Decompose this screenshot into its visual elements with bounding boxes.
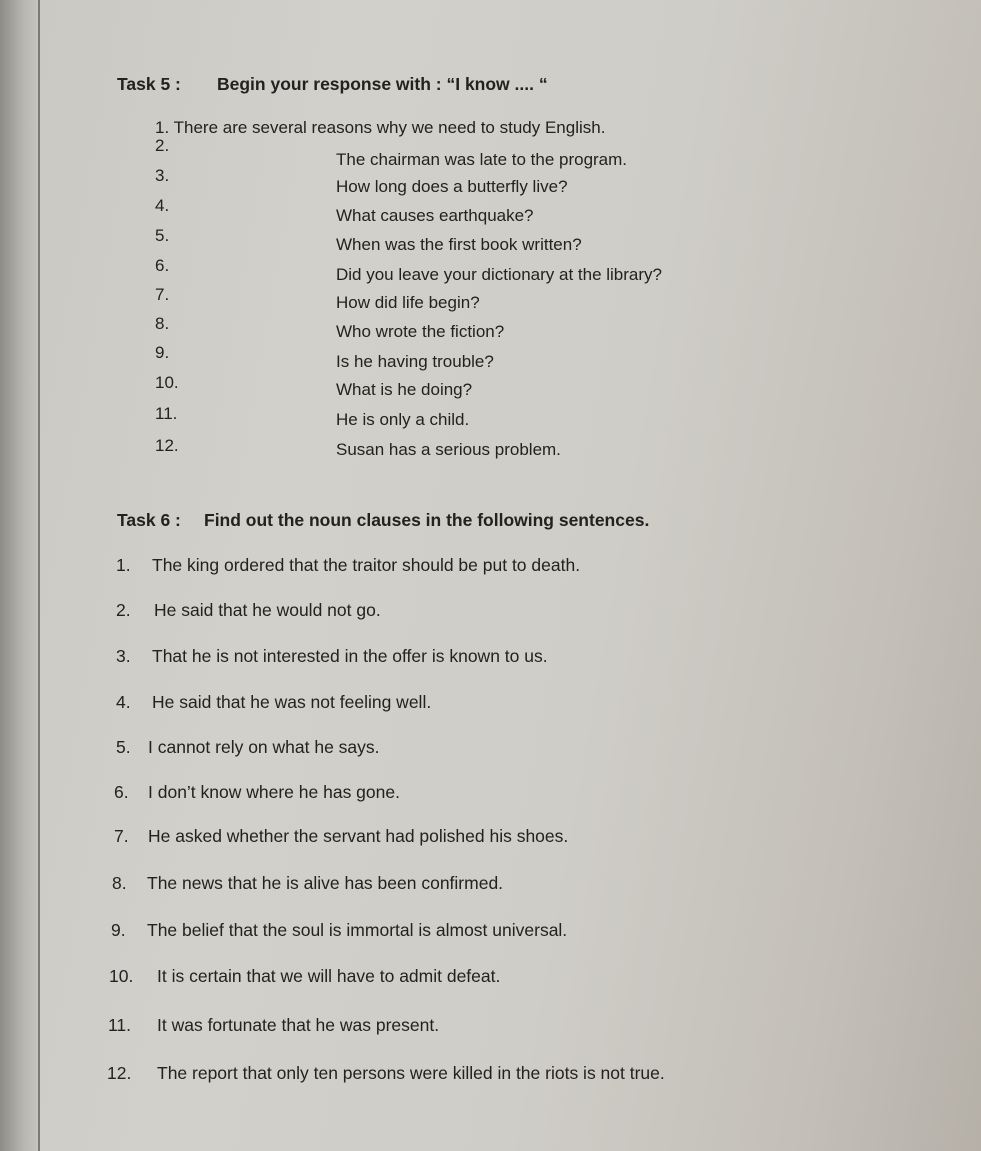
item-number: 12.	[107, 1063, 132, 1083]
task6-label: Task 6 :	[117, 510, 181, 530]
task5-item-2	[155, 136, 169, 156]
task6-item-8	[112, 873, 503, 894]
item-number: 2.	[155, 136, 170, 155]
task5-item-4: 4.	[155, 196, 170, 215]
item-text: He asked whether the servant had polished his shoes.	[148, 826, 569, 846]
task5-item-10: 10.	[155, 373, 179, 392]
task5-item-3: 3.	[155, 166, 170, 185]
task6-item-11	[108, 1015, 439, 1036]
task5-instruction: Begin your response with : “I know .... “	[217, 74, 548, 94]
item-text: It was fortunate that he was present.	[157, 1015, 440, 1035]
task5-item-11: 11.	[155, 404, 178, 423]
task5-item-2-text: The chairman was late to the program.	[336, 150, 628, 169]
task6-item-5	[116, 737, 380, 758]
item-text: He said that he would not go.	[154, 600, 381, 620]
task6-item-4	[116, 692, 431, 713]
task5-item-4-text: What causes earthquake?	[336, 206, 534, 225]
item-text: He said that he was not feeling well.	[152, 692, 432, 712]
task5-item-1	[155, 118, 605, 138]
item-number: 1.	[116, 555, 131, 575]
task6-item-1	[116, 555, 580, 576]
item-number: 3.	[116, 646, 131, 666]
item-number: 9.	[111, 920, 126, 940]
task5-item-8-text: Who wrote the fiction?	[336, 322, 505, 341]
task6-heading	[117, 510, 649, 531]
task6-item-3	[116, 646, 548, 667]
item-text: The report that only ten persons were killed in the riots is not true.	[157, 1063, 665, 1083]
item-number: 6.	[114, 782, 129, 802]
task5-item-5: 5.	[155, 226, 170, 245]
task5-item-9-text: Is he having trouble?	[336, 352, 494, 371]
task5-item-6-text: Did you leave your dictionary at the library?	[336, 265, 662, 284]
task6-item-9	[111, 920, 567, 941]
item-number: 5.	[116, 737, 131, 757]
item-number: 4.	[116, 692, 131, 712]
task5-item-8: 8.	[155, 314, 170, 333]
item-text: I don’t know where he has gone.	[148, 782, 400, 802]
task6-item-2	[116, 600, 381, 621]
task5-item-7: 7.	[155, 285, 170, 304]
task5-item-6: 6.	[155, 256, 170, 275]
item-number: 1.	[155, 118, 170, 137]
task5-item-9: 9.	[155, 343, 170, 362]
task5-item-3-text: How long does a butterfly live?	[336, 177, 568, 196]
task5-item-10-text: What is he doing?	[336, 380, 473, 399]
item-text: That he is not interested in the offer is known to us.	[152, 646, 548, 666]
item-text: The news that he is alive has been confirmed.	[147, 873, 504, 893]
task6-instruction: Find out the noun clauses in the following sentences.	[204, 510, 650, 530]
item-number: 2.	[116, 600, 131, 620]
item-text: The belief that the soul is immortal is almost universal.	[147, 920, 568, 940]
item-number: 8.	[112, 873, 127, 893]
task6-item-10	[109, 966, 500, 987]
task6-item-7	[114, 826, 568, 847]
task5-item-5-text: When was the first book written?	[336, 235, 582, 254]
task5-item-12-text: Susan has a serious problem.	[336, 440, 561, 459]
item-number: 7.	[114, 826, 129, 846]
item-text: There are several reasons why we need to study English.	[173, 118, 606, 137]
task5-heading	[117, 74, 548, 95]
item-text: I cannot rely on what he says.	[148, 737, 380, 757]
task5-item-7-text: How did life begin?	[336, 293, 480, 312]
task6-item-6	[114, 782, 400, 803]
item-text: The king ordered that the traitor should be put to death.	[152, 555, 581, 575]
page-edge-shadow	[0, 0, 40, 1151]
task5-label: Task 5 :	[117, 74, 181, 94]
item-number: 11.	[108, 1015, 132, 1035]
item-text: It is certain that we will have to admit defeat.	[157, 966, 501, 986]
task5-item-11-text: He is only a child.	[336, 410, 470, 429]
task5-item-12: 12.	[155, 436, 179, 455]
task6-item-12	[107, 1063, 665, 1084]
item-number: 10.	[109, 966, 134, 986]
